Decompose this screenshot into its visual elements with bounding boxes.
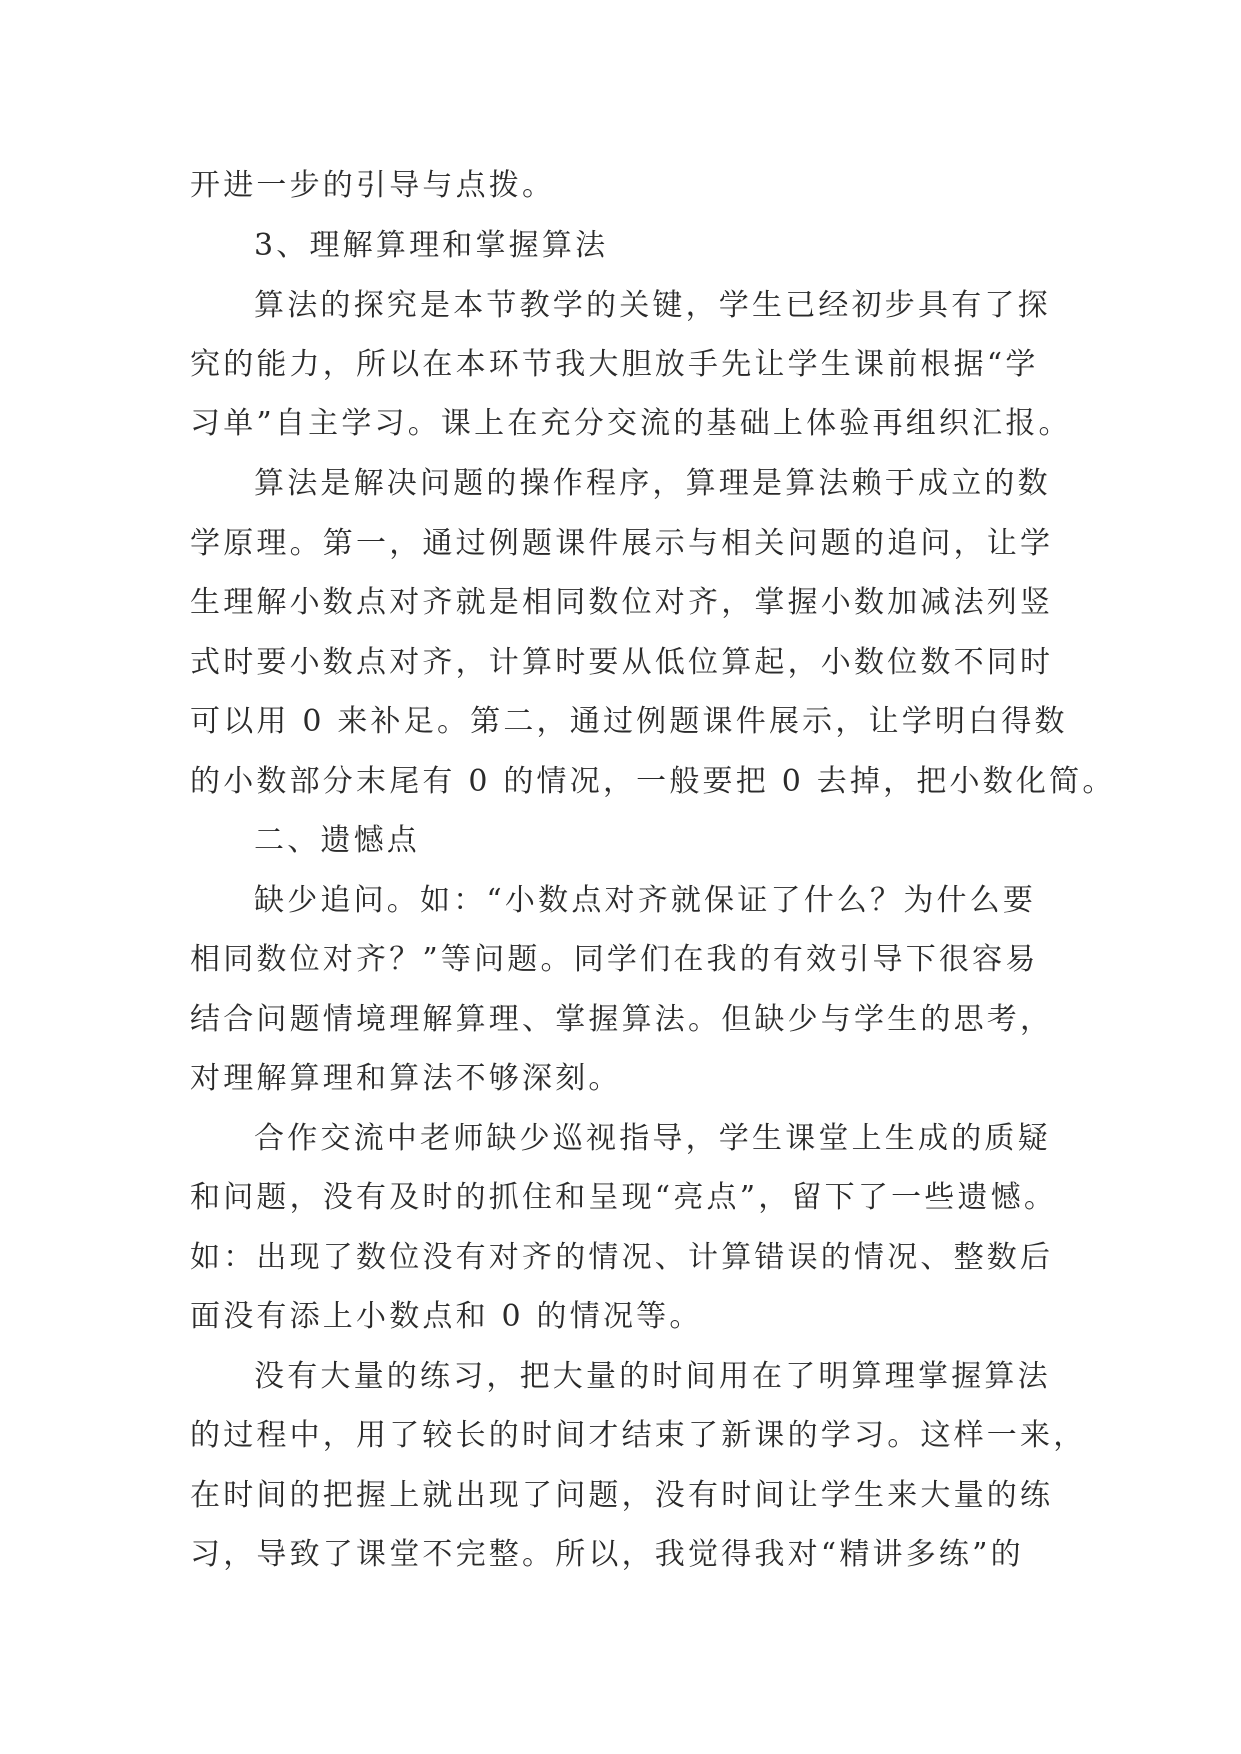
text-line: 面没有添上小数点和 0 的情况等。: [190, 1299, 703, 1334]
text-line: 的过程中，用了较长的时间才结束了新课的学习。这样一来，: [190, 1418, 1087, 1453]
text-line: 相同数位对齐？”等问题。同学们在我的有效引导下很容易: [190, 942, 1039, 977]
text-line: 可以用 0 来补足。第二，通过例题课件展示，让学明白得数: [190, 704, 1068, 739]
text-line: 合作交流中老师缺少巡视指导，学生课堂上生成的质疑: [254, 1121, 1051, 1156]
text-line: 如：出现了数位没有对齐的情况、计算错误的情况、整数后: [190, 1240, 1054, 1275]
text-line: 结合问题情境理解算理、掌握算法。但缺少与学生的思考，: [190, 1002, 1054, 1037]
text-line: 在时间的把握上就出现了问题，没有时间让学生来大量的练: [190, 1478, 1054, 1513]
text-line: 算法是解决问题的操作程序，算理是算法赖于成立的数: [254, 466, 1051, 501]
text-line: 对理解算理和算法不够深刻。: [190, 1061, 622, 1096]
text-line: 习，导致了课堂不完整。所以，我觉得我对“精讲多练”的: [190, 1537, 1024, 1572]
text-line: 算法的探究是本节教学的关键，学生已经初步具有了探: [254, 288, 1051, 323]
text-line: 开进一步的引导与点拨。: [190, 168, 556, 203]
text-line: 和问题，没有及时的抓住和呈现“亮点”，留下了一些遗憾。: [190, 1180, 1058, 1215]
text-line: 缺少追问。如：“小数点对齐就保证了什么？为什么要: [254, 883, 1037, 918]
text-line: 习单”自主学习。课上在充分交流的基础上体验再组织汇报。: [190, 406, 1072, 441]
text-line: 式时要小数点对齐，计算时要从低位算起，小数位数不同时: [190, 645, 1054, 680]
text-line: 生理解小数点对齐就是相同数位对齐，掌握小数加减法列竖: [190, 585, 1054, 620]
section-heading: 3、理解算理和掌握算法: [254, 228, 609, 263]
text-line: 没有大量的练习，把大量的时间用在了明算理掌握算法: [254, 1359, 1051, 1394]
section-heading: 二、遗憾点: [254, 823, 420, 858]
text-line: 的小数部分末尾有 0 的情况，一般要把 0 去掉，把小数化简。: [190, 764, 1116, 799]
text-line: 究的能力，所以在本环节我大胆放手先让学生课前根据“学: [190, 347, 1039, 382]
text-line: 学原理。第一，通过例题课件展示与相关问题的追问，让学: [190, 526, 1054, 561]
